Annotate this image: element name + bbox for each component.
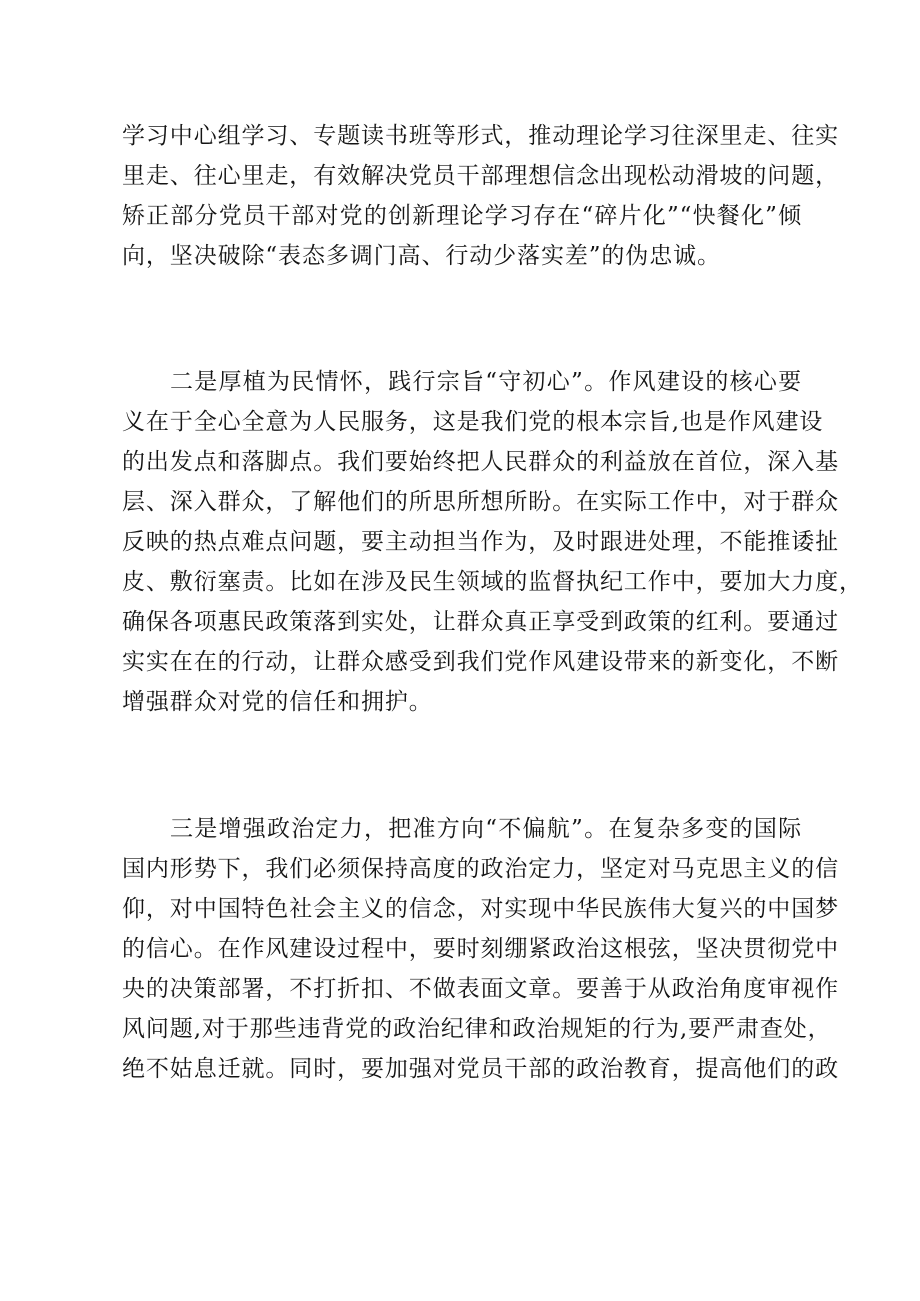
text-line: 矫正部分党员干部对党的创新理论学习存在“碎片化”“快餐化”倾: [122, 203, 802, 229]
text-line: 层、深入群众，了解他们的所思所想所盼。在实际工作中，对于群众: [122, 489, 839, 515]
text-line: 义在于全心全意为人民服务，这是我们党的根本宗旨,也是作风建设: [122, 409, 824, 435]
text-line: 央的决策部署，不打折扣、不做表面文章。要善于从政治角度审视作: [122, 976, 839, 1002]
paragraph-people-first: [122, 362, 863, 722]
text-line: 风问题,对于那些违背党的政治纪律和政治规矩的行为,要严肃查处，: [122, 1016, 832, 1042]
text-line: 学习中心组学习、专题读书班等形式，推动理论学习往深里走、往实: [122, 123, 839, 149]
text-line: 增强群众对党的信任和拥护。: [122, 689, 433, 715]
text-line: 皮、敷衍塞责。比如在涉及民生领域的监督执纪工作中，要加大力度，: [122, 569, 863, 595]
text-line: 反映的热点难点问题，要主动担当作为，及时跟进处理，不能推诿扯: [122, 529, 839, 555]
text-line: 绝不姑息迁就。同时，要加强对党员干部的政治教育，提高他们的政: [122, 1056, 839, 1082]
text-line: 的出发点和落脚点。我们要始终把人民群众的利益放在首位，深入基: [122, 449, 839, 475]
text-line: 三是增强政治定力，把准方向“不偏航”。在复杂多变的国际: [170, 816, 802, 842]
text-line: 里走、往心里走，有效解决党员干部理想信念出现松动滑坡的问题，: [122, 163, 839, 189]
text-line: 确保各项惠民政策落到实处，让群众真正享受到政策的红利。要通过: [122, 609, 839, 635]
text-line: 实实在在的行动，让群众感受到我们党作风建设带来的新变化，不断: [122, 649, 839, 675]
text-line: 向，坚决破除“表态多调门高、行动少落实差”的伪忠诚。: [122, 243, 721, 269]
paragraph-continued-study: [122, 116, 839, 276]
text-line: 的信心。在作风建设过程中，要时刻绷紧政治这根弦，坚决贯彻党中: [122, 936, 839, 962]
text-line: 国内形势下，我们必须保持高度的政治定力，坚定对马克思主义的信: [122, 856, 839, 882]
text-line: 仰，对中国特色社会主义的信念，对实现中华民族伟大复兴的中国梦: [122, 896, 839, 922]
text-line: 二是厚植为民情怀，践行宗旨“守初心”。作风建设的核心要: [170, 369, 802, 395]
paragraph-political-resolve: [122, 809, 839, 1089]
